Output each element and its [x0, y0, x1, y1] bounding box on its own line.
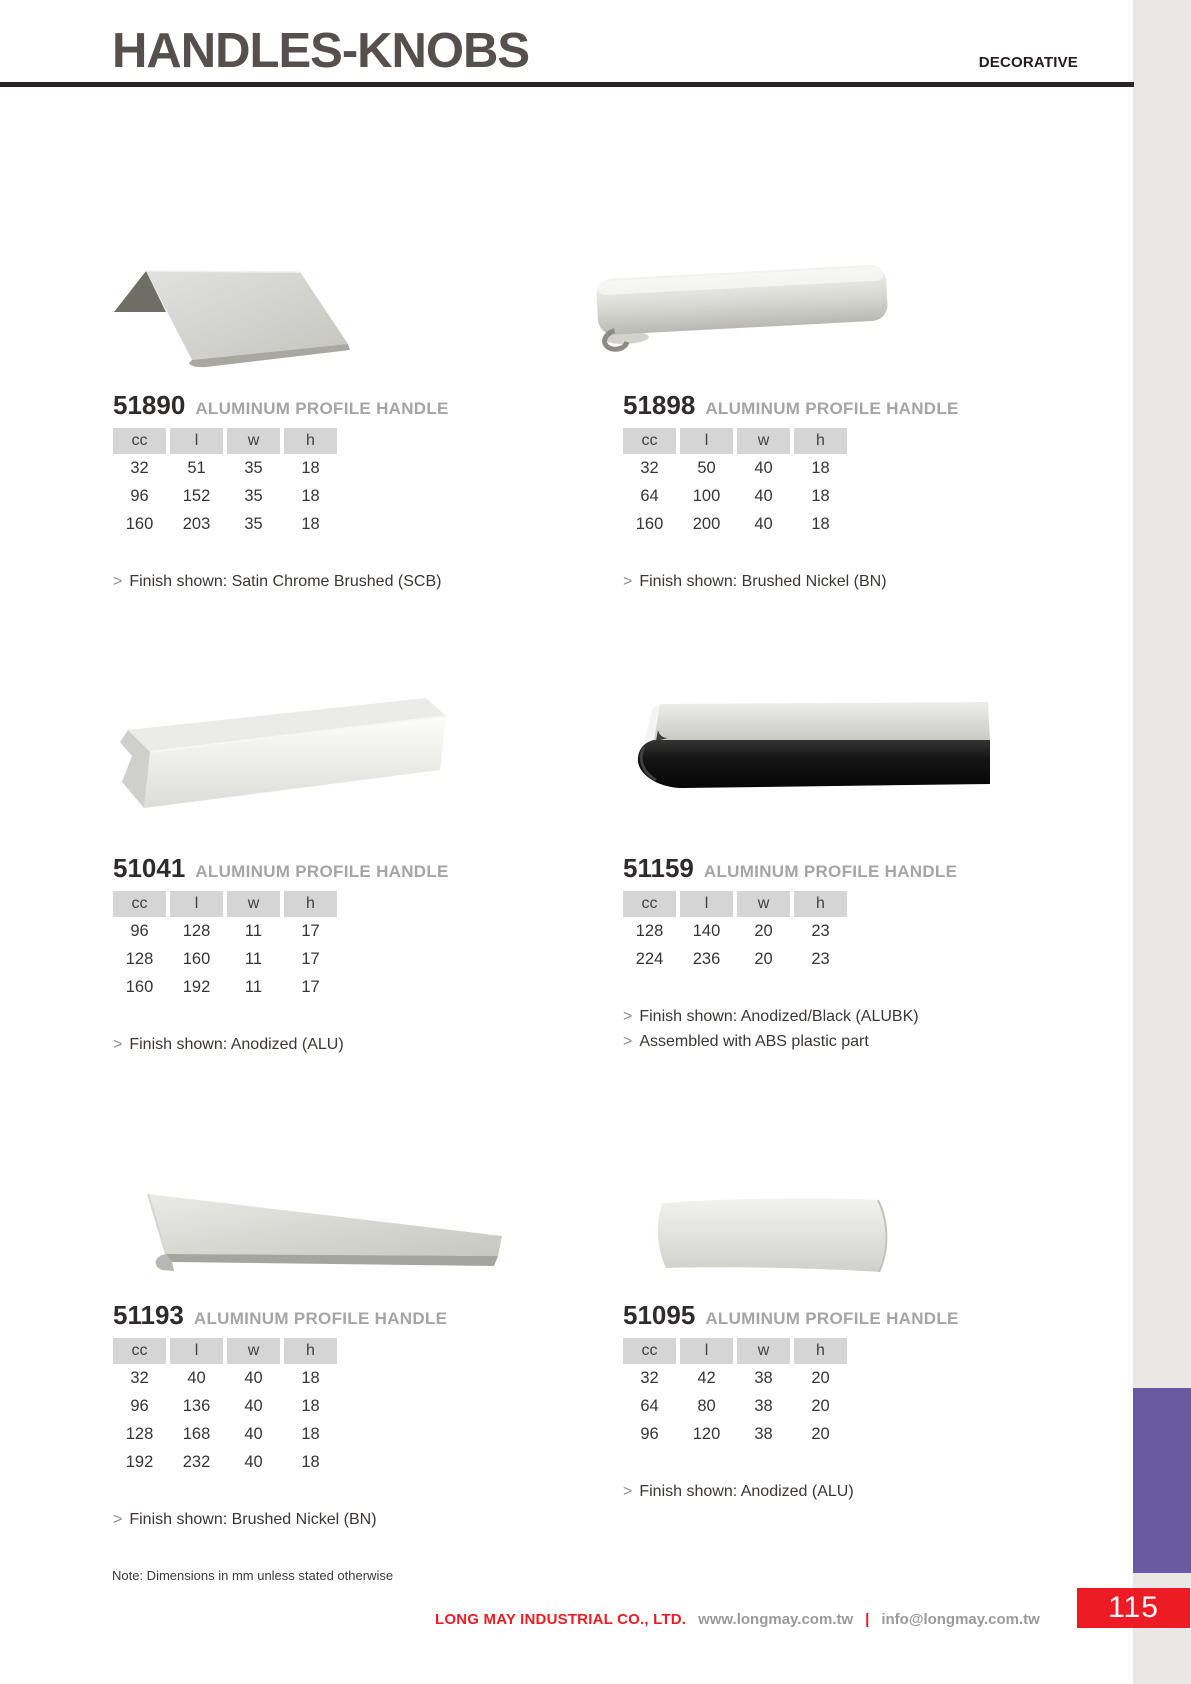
spec-table	[623, 891, 1093, 973]
dimensions-note: Note: Dimensions in mm unless stated otherwise	[112, 1568, 394, 1583]
spec-cell: 192	[125, 1453, 154, 1471]
product-card-51898	[623, 390, 1093, 594]
product-photo-51041	[108, 690, 448, 830]
product-photo-51159	[628, 698, 992, 796]
product-code: 51159	[623, 853, 694, 883]
spec-cell: 136	[182, 1397, 211, 1415]
spec-cell: 38	[754, 1369, 773, 1387]
col-header-h: h	[284, 428, 337, 454]
spec-cell: 140	[692, 922, 721, 940]
product-code: 51095	[623, 1300, 696, 1330]
product-name: ALUMINUM PROFILE HANDLE	[705, 1309, 959, 1328]
spec-cell: 64	[640, 487, 659, 505]
col-header-l: l	[170, 1338, 223, 1364]
note-text: Finish shown: Anodized (ALU)	[129, 1036, 344, 1053]
spec-cell: 80	[697, 1397, 716, 1415]
note-text: Finish shown: Brushed Nickel (BN)	[129, 1511, 377, 1528]
spec-table	[113, 1338, 583, 1476]
col-header-w: w	[227, 891, 280, 917]
spec-cell: 18	[301, 1453, 320, 1471]
spec-cell: 20	[811, 1397, 830, 1415]
col-header-h: h	[284, 891, 337, 917]
product-title	[623, 1300, 1093, 1330]
col-header-l: l	[680, 891, 733, 917]
col-header-cc: cc	[113, 428, 166, 454]
spec-cell: 18	[301, 1397, 320, 1415]
spec-cell: 100	[692, 487, 721, 505]
spec-cell: 17	[301, 978, 320, 996]
assembly-note: > Assembled with ABS plastic part	[623, 1033, 869, 1050]
note-text: Finish shown: Brushed Nickel (BN)	[639, 573, 887, 590]
footer	[435, 1611, 1040, 1628]
spec-cell: 18	[811, 459, 830, 477]
spec-cell: 40	[244, 1369, 263, 1387]
product-card-51890	[113, 390, 583, 594]
spec-cell: 236	[692, 950, 721, 968]
product-title	[113, 1300, 583, 1330]
spec-table	[623, 428, 1093, 538]
spec-cell: 18	[301, 515, 320, 533]
spec-cell: 160	[125, 515, 154, 533]
product-code: 51193	[113, 1300, 184, 1330]
page-number: 115	[1108, 1591, 1159, 1624]
footer-separator: |	[865, 1611, 870, 1628]
footer-company: LONG MAY INDUSTRIAL CO., LTD.	[435, 1611, 687, 1628]
spec-cell: 160	[635, 515, 664, 533]
spec-cell: 18	[811, 487, 830, 505]
finish-note: > Finish shown: Anodized/Black (ALUBK)	[623, 1008, 919, 1025]
spec-cell: 40	[244, 1425, 263, 1443]
product-code: 51890	[113, 390, 186, 420]
spec-cell: 35	[244, 515, 263, 533]
col-header-w: w	[737, 891, 790, 917]
product-notes	[113, 1507, 583, 1532]
footer-email: info@longmay.com.tw	[881, 1611, 1040, 1628]
spec-cell: 96	[130, 922, 149, 940]
col-header-cc: cc	[623, 891, 676, 917]
spec-cell: 17	[301, 950, 320, 968]
product-name: ALUMINUM PROFILE HANDLE	[703, 862, 958, 881]
spec-cell: 128	[635, 922, 664, 940]
spec-cell: 23	[811, 950, 830, 968]
spec-cell: 128	[125, 950, 154, 968]
header-rule	[0, 82, 1134, 87]
product-title	[623, 390, 1093, 420]
finish-note: > Finish shown: Brushed Nickel (BN)	[623, 573, 887, 590]
product-title	[623, 853, 1093, 883]
category-label: DECORATIVE	[978, 54, 1078, 71]
product-name: ALUMINUM PROFILE HANDLE	[195, 399, 449, 418]
spec-cell: 11	[244, 950, 263, 968]
spec-cell: 160	[125, 978, 154, 996]
spec-cell: 18	[301, 487, 320, 505]
product-name: ALUMINUM PROFILE HANDLE	[705, 399, 959, 418]
product-name: ALUMINUM PROFILE HANDLE	[195, 862, 449, 881]
product-code: 51041	[113, 853, 186, 883]
spec-cell: 192	[182, 978, 211, 996]
col-header-cc: cc	[113, 1338, 166, 1364]
spec-cell: 40	[244, 1453, 263, 1471]
spec-cell: 96	[130, 487, 149, 505]
purple-accent-block	[1133, 1388, 1191, 1573]
spec-cell: 18	[301, 459, 320, 477]
spec-cell: 128	[182, 922, 211, 940]
spec-cell: 40	[187, 1369, 206, 1387]
page-title: HANDLES-KNOBS	[112, 24, 530, 78]
note-text: Finish shown: Satin Chrome Brushed (SCB)	[129, 573, 442, 590]
finish-note: > Finish shown: Anodized (ALU)	[623, 1483, 854, 1500]
spec-cell: 18	[301, 1425, 320, 1443]
spec-cell: 152	[182, 487, 211, 505]
spec-cell: 32	[640, 459, 659, 477]
spec-cell: 20	[811, 1369, 830, 1387]
spec-table	[113, 428, 583, 538]
product-code: 51898	[623, 390, 696, 420]
product-photo-51193	[108, 1190, 505, 1282]
product-card-51159	[623, 853, 1093, 1054]
product-photo-51898	[583, 246, 895, 354]
spec-cell: 40	[754, 487, 773, 505]
spec-cell: 232	[182, 1453, 211, 1471]
spec-cell: 17	[301, 922, 320, 940]
col-header-h: h	[794, 891, 847, 917]
spec-cell: 11	[244, 978, 263, 996]
spec-cell: 224	[635, 950, 664, 968]
spec-cell: 40	[754, 515, 773, 533]
spec-cell: 32	[130, 1369, 149, 1387]
product-photo-51890	[110, 266, 355, 368]
spec-cell: 128	[125, 1425, 154, 1443]
spec-cell: 168	[182, 1425, 211, 1443]
spec-cell: 18	[811, 515, 830, 533]
col-header-w: w	[737, 428, 790, 454]
col-header-h: h	[284, 1338, 337, 1364]
spec-cell: 42	[697, 1369, 716, 1387]
spec-table	[623, 1338, 1093, 1448]
spec-cell: 160	[182, 950, 211, 968]
spec-table	[113, 891, 583, 1001]
spec-cell: 96	[130, 1397, 149, 1415]
col-header-w: w	[227, 1338, 280, 1364]
spec-cell: 35	[244, 487, 263, 505]
product-photo-51095	[628, 1192, 900, 1280]
spec-cell: 50	[697, 459, 716, 477]
col-header-cc: cc	[623, 428, 676, 454]
spec-cell: 120	[692, 1425, 721, 1443]
footer-website: www.longmay.com.tw	[698, 1611, 854, 1628]
spec-cell: 20	[811, 1425, 830, 1443]
spec-cell: 35	[244, 459, 263, 477]
spec-cell: 18	[301, 1369, 320, 1387]
col-header-l: l	[170, 891, 223, 917]
col-header-w: w	[227, 428, 280, 454]
spec-cell: 32	[130, 459, 149, 477]
note-text: Finish shown: Anodized (ALU)	[639, 1483, 854, 1500]
product-notes	[113, 1032, 583, 1057]
spec-cell: 96	[640, 1425, 659, 1443]
finish-note: > Finish shown: Anodized (ALU)	[113, 1036, 344, 1053]
note-text: Finish shown: Anodized/Black (ALUBK)	[639, 1008, 919, 1025]
finish-note: > Finish shown: Brushed Nickel (BN)	[113, 1511, 377, 1528]
col-header-l: l	[170, 428, 223, 454]
spec-cell: 20	[754, 922, 773, 940]
product-card-51095	[623, 1300, 1093, 1504]
col-header-l: l	[680, 428, 733, 454]
spec-cell: 23	[811, 922, 830, 940]
spec-cell: 38	[754, 1397, 773, 1415]
product-name: ALUMINUM PROFILE HANDLE	[193, 1309, 448, 1328]
product-title	[113, 390, 583, 420]
product-notes	[623, 569, 1093, 594]
product-card-51041	[113, 853, 583, 1057]
product-notes	[623, 1479, 1093, 1504]
spec-cell: 40	[244, 1397, 263, 1415]
product-notes	[623, 1004, 1093, 1054]
spec-cell: 64	[640, 1397, 659, 1415]
col-header-l: l	[680, 1338, 733, 1364]
product-notes	[113, 569, 583, 594]
col-header-h: h	[794, 428, 847, 454]
spec-cell: 20	[754, 950, 773, 968]
spec-cell: 200	[692, 515, 721, 533]
product-title	[113, 853, 583, 883]
spec-cell: 32	[640, 1369, 659, 1387]
spec-cell: 38	[754, 1425, 773, 1443]
col-header-w: w	[737, 1338, 790, 1364]
product-card-51193	[113, 1300, 583, 1532]
spec-cell: 203	[182, 515, 211, 533]
spec-cell: 11	[244, 922, 263, 940]
note-text: Assembled with ABS plastic part	[639, 1033, 869, 1050]
spec-cell: 40	[754, 459, 773, 477]
spec-cell: 51	[187, 459, 206, 477]
col-header-cc: cc	[113, 891, 166, 917]
page-number-badge	[1077, 1588, 1190, 1628]
col-header-cc: cc	[623, 1338, 676, 1364]
col-header-h: h	[794, 1338, 847, 1364]
finish-note: > Finish shown: Satin Chrome Brushed (SCB)	[113, 573, 442, 590]
